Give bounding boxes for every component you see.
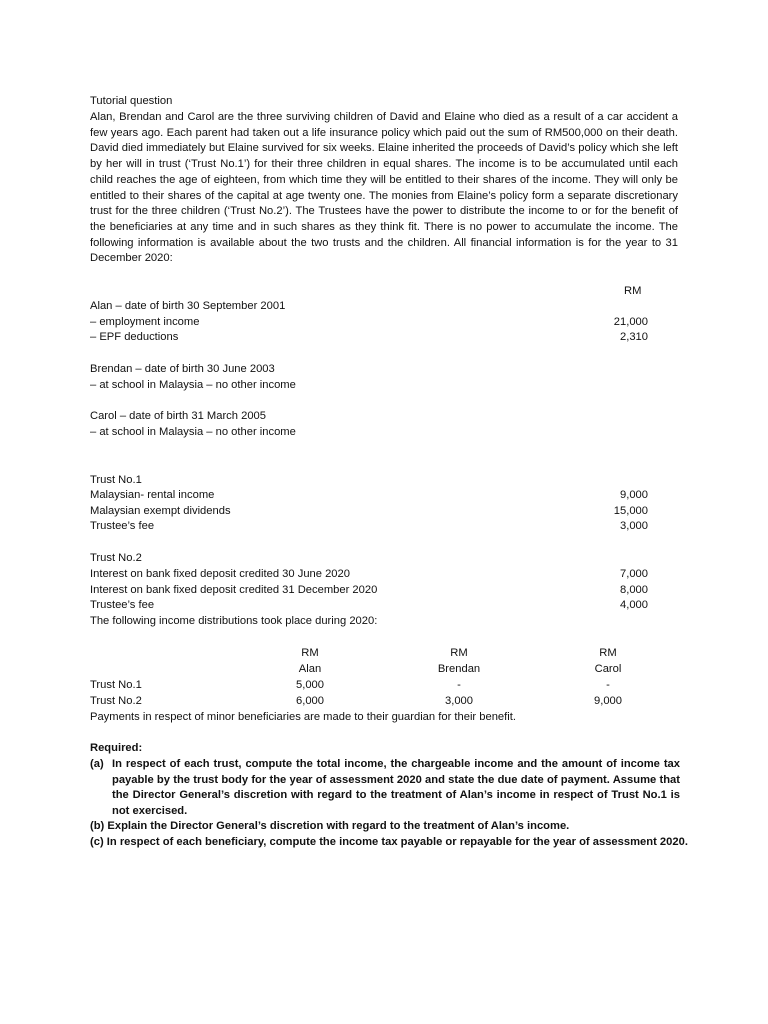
- dist-currency-carol: RM: [599, 647, 617, 659]
- dist-column-header: Alan: [298, 663, 322, 675]
- required-item-a-text: In respect of each trust, compute the total income, the chargeable income and the amount of income tax payable by the trust body for the year of assessment 2020 and state the due date of payment. Assume that the Director General’s discretion with regard to the treatment of Alan’s income in respect of Trust No.1 is not exercised.: [112, 758, 680, 817]
- trust2-row-label: Interest on bank fixed deposit credited 30 June 2020: [90, 568, 350, 580]
- dist-cell: 6,000: [296, 695, 324, 707]
- required-item-c: (c) In respect of each beneficiary, compute the income tax payable or repayable for the year of assessment 2020.: [90, 836, 688, 848]
- trust1-title: Trust No.1: [90, 474, 142, 486]
- dist-row-label: Trust No.1: [90, 679, 142, 691]
- required-item-a-tag: (a): [90, 758, 104, 770]
- trust1-row-value: 15,000: [613, 505, 648, 517]
- trust1-row-value: 3,000: [620, 520, 648, 532]
- dist-cell: 5,000: [296, 679, 324, 691]
- carol-dob: Carol – date of birth 31 March 2005: [90, 410, 266, 422]
- dist-column-header: Carol: [594, 663, 622, 675]
- dist-row-label: Trust No.2: [90, 695, 142, 707]
- trust1-row-label: Malaysian exempt dividends: [90, 505, 231, 517]
- trust2-row-label: Interest on bank fixed deposit credited 31 December 2020: [90, 584, 378, 596]
- required-title: Required:: [90, 742, 143, 754]
- dist-cell: 9,000: [594, 695, 622, 707]
- intro-paragraph: Alan, Brendan and Carol are the three surviving children of David and Elaine who died as a result of a car accident a few years ago. Each parent had taken out a life insurance policy which paid out the sum of RM500,000 on their death. David died immediately but Elaine survived for six weeks. Elaine inherited the proceeds of David’s policy which she left by her will in trust (‘Trust No.1’) for their three children in equal shares. The income is to be accumulated until each child reaches the age of eighteen, from which time they will be entitled to their shares of the income. They will only be entitled to their shares of the capital at age twenty one. The monies from Elaine’s policy form a separate discretionary trust for the three children (‘Trust No.2’). The Trustees have the power to distribute the income to or for the benefit of the beneficiaries at any time and in such shares as they think fit. There is no power to accumulate the income. The following information is available about the two trusts and the children. All financial information is for the year to 31 December 2020:: [90, 111, 678, 265]
- required-item-b: (b) Explain the Director General’s discretion with regard to the treatment of Alan’s income.: [90, 820, 570, 832]
- dist-cell: -: [457, 679, 461, 691]
- dist-cell: -: [606, 679, 610, 691]
- alan-epf-label: – EPF deductions: [90, 331, 179, 343]
- distributions-note: Payments in respect of minor beneficiaries are made to their guardian for their benefit.: [90, 711, 516, 723]
- brendan-dob: Brendan – date of birth 30 June 2003: [90, 363, 275, 375]
- dist-cell: 3,000: [445, 695, 473, 707]
- currency-header: RM: [624, 285, 642, 297]
- alan-employment-label: – employment income: [90, 316, 200, 328]
- carol-note: – at school in Malaysia – no other income: [90, 426, 296, 438]
- dist-currency-brendan: RM: [450, 647, 468, 659]
- alan-dob: Alan – date of birth 30 September 2001: [90, 300, 286, 312]
- trust2-row-label: Trustee’s fee: [90, 599, 155, 611]
- alan-employment-value: 21,000: [613, 316, 648, 328]
- trust1-row-label: Malaysian- rental income: [90, 489, 215, 501]
- trust2-title: Trust No.2: [90, 552, 142, 564]
- distributions-intro: The following income distributions took place during 2020:: [90, 615, 378, 627]
- dist-column-header: Brendan: [437, 663, 481, 675]
- required-item-a: [90, 757, 680, 819]
- alan-epf-value: 2,310: [620, 331, 648, 343]
- trust1-row-value: 9,000: [620, 489, 648, 501]
- tutorial-heading: Tutorial question: [90, 95, 173, 107]
- trust2-row-value: 4,000: [620, 599, 648, 611]
- dist-currency-alan: RM: [301, 647, 319, 659]
- brendan-note: – at school in Malaysia – no other income: [90, 379, 296, 391]
- trust2-row-value: 7,000: [620, 568, 648, 580]
- trust1-row-label: Trustee’s fee: [90, 520, 155, 532]
- trust2-row-value: 8,000: [620, 584, 648, 596]
